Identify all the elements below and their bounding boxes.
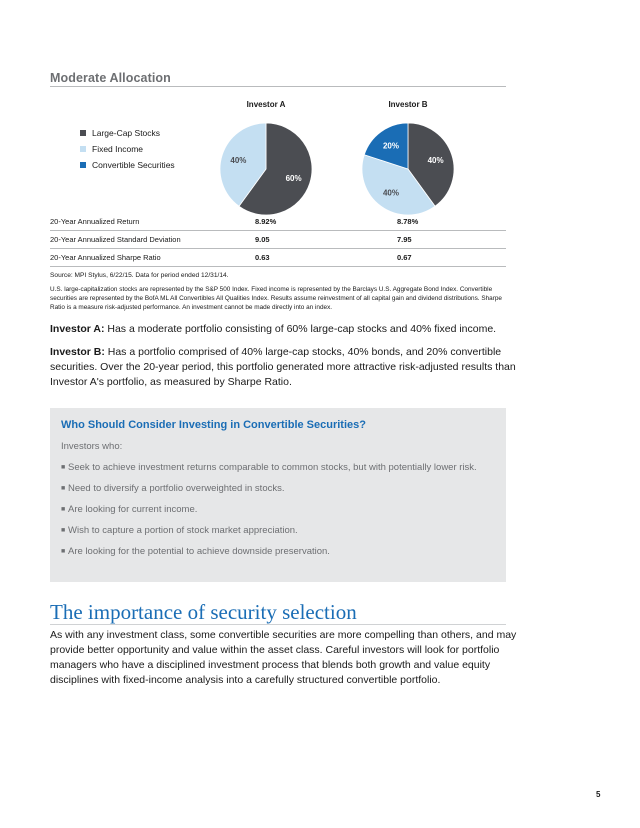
section-divider bbox=[50, 86, 506, 87]
investor-a-pie-chart bbox=[216, 119, 316, 219]
investor-b-description bbox=[50, 345, 520, 390]
importance-body: As with any investment class, some convertible securities are more compelling than others, and may provide better opportunity and value within the asset class. Careful investors will look for portfolio managers who have a disciplined investment process that blends both growth and value equity disciplines with fixed-income analysis into a carefully structured convertible portfolio. bbox=[50, 629, 517, 686]
section-title: Moderate Allocation bbox=[50, 71, 171, 85]
investor-b-value: 8.78% bbox=[397, 213, 506, 231]
table-row bbox=[50, 213, 506, 231]
bullet-icon: ■ bbox=[61, 485, 66, 492]
row-label: 20-Year Annualized Sharpe Ratio bbox=[50, 249, 255, 267]
investor-b-chart-title: Investor B bbox=[388, 100, 428, 109]
statistics-table bbox=[50, 213, 506, 267]
list-item bbox=[61, 482, 491, 495]
row-label: 20-Year Annualized Return bbox=[50, 213, 255, 231]
investor-b-value: 7.95 bbox=[397, 231, 506, 249]
investor-a-value: 9.05 bbox=[255, 231, 397, 249]
section-heading: The importance of security selection bbox=[50, 600, 357, 624]
page-number: 5 bbox=[596, 790, 601, 799]
pie-slice-label: 40% bbox=[230, 156, 247, 166]
list-item bbox=[61, 503, 491, 516]
investor-b-text: Has a portfolio comprised of 40% large-cap stocks, 40% bonds, and 20% convertible securities. Over the 20-year period, this portfolio generated more attractive risk-adjusted results than Investor A's portfolio, as measured by Sharpe Ratio. bbox=[50, 346, 516, 388]
list-item bbox=[61, 545, 491, 558]
investor-b-label: Investor B: bbox=[50, 346, 105, 358]
legend-swatch-fixed-income bbox=[80, 146, 86, 152]
list-item bbox=[61, 524, 491, 537]
callout-intro: Investors who: bbox=[61, 441, 123, 452]
legend-item-convertible bbox=[80, 157, 175, 173]
pie-slice-label: 40% bbox=[382, 188, 399, 198]
pie-slice-label: 40% bbox=[427, 156, 444, 166]
list-item-text: Are looking for the potential to achieve downside preservation. bbox=[68, 546, 330, 557]
investor-a-chart-title: Investor A bbox=[246, 100, 286, 109]
table-row bbox=[50, 249, 506, 267]
pie-slice-label: 20% bbox=[382, 141, 399, 151]
list-item-text: Seek to achieve investment returns comparable to common stocks, but with potentially lower risk. bbox=[68, 462, 477, 473]
investor-a-text: Has a moderate portfolio consisting of 60% large-cap stocks and 40% fixed income. bbox=[104, 323, 497, 335]
callout-list bbox=[61, 461, 491, 566]
pie-slice-label: 60% bbox=[285, 173, 302, 183]
list-item-text: Are looking for current income. bbox=[68, 504, 198, 515]
heading-divider bbox=[50, 624, 506, 625]
list-item-text: Need to diversify a portfolio overweighted in stocks. bbox=[68, 483, 285, 494]
bullet-icon: ■ bbox=[61, 527, 66, 534]
chart-legend bbox=[80, 125, 175, 173]
row-label: 20-Year Annualized Standard Deviation bbox=[50, 231, 255, 249]
investor-a-value: 0.63 bbox=[255, 249, 397, 267]
investor-a-description bbox=[50, 322, 520, 337]
legend-swatch-large-cap bbox=[80, 130, 86, 136]
table-row bbox=[50, 231, 506, 249]
bullet-icon: ■ bbox=[61, 464, 66, 471]
source-note: Source: MPI Stylus, 6/22/15. Data for period ended 12/31/14. bbox=[50, 272, 229, 279]
list-item-text: Wish to capture a portion of stock market appreciation. bbox=[68, 525, 298, 536]
legend-item-large-cap bbox=[80, 125, 175, 141]
legend-label: Large-Cap Stocks bbox=[92, 128, 161, 138]
investor-a-label: Investor A: bbox=[50, 323, 105, 335]
callout-box bbox=[50, 408, 506, 582]
investor-a-value: 8.92% bbox=[255, 213, 397, 231]
list-item bbox=[61, 461, 491, 474]
callout-title: Who Should Consider Investing in Convertible Securities? bbox=[61, 419, 366, 431]
index-disclosure: U.S. large-capitalization stocks are represented by the S&P 500 Index. Fixed income is represented by the Barclays U.S. Aggregate Bond Index. Convertible securities are represented by the BofA ML All Convertibles All Qualities Index. Results assume reinvestment of all capital gain and dividend distributions. Sharpe Ratio is a measure risk-adjusted performance. An investment cannot be made directly into an index. bbox=[50, 286, 502, 311]
legend-label: Convertible Securities bbox=[92, 160, 175, 170]
investor-b-pie-chart bbox=[358, 119, 458, 219]
legend-label: Fixed Income bbox=[92, 144, 144, 154]
legend-item-fixed-income bbox=[80, 141, 175, 157]
bullet-icon: ■ bbox=[61, 506, 66, 513]
legend-swatch-convertible bbox=[80, 162, 86, 168]
investor-b-value: 0.67 bbox=[397, 249, 506, 267]
bullet-icon: ■ bbox=[61, 548, 66, 555]
